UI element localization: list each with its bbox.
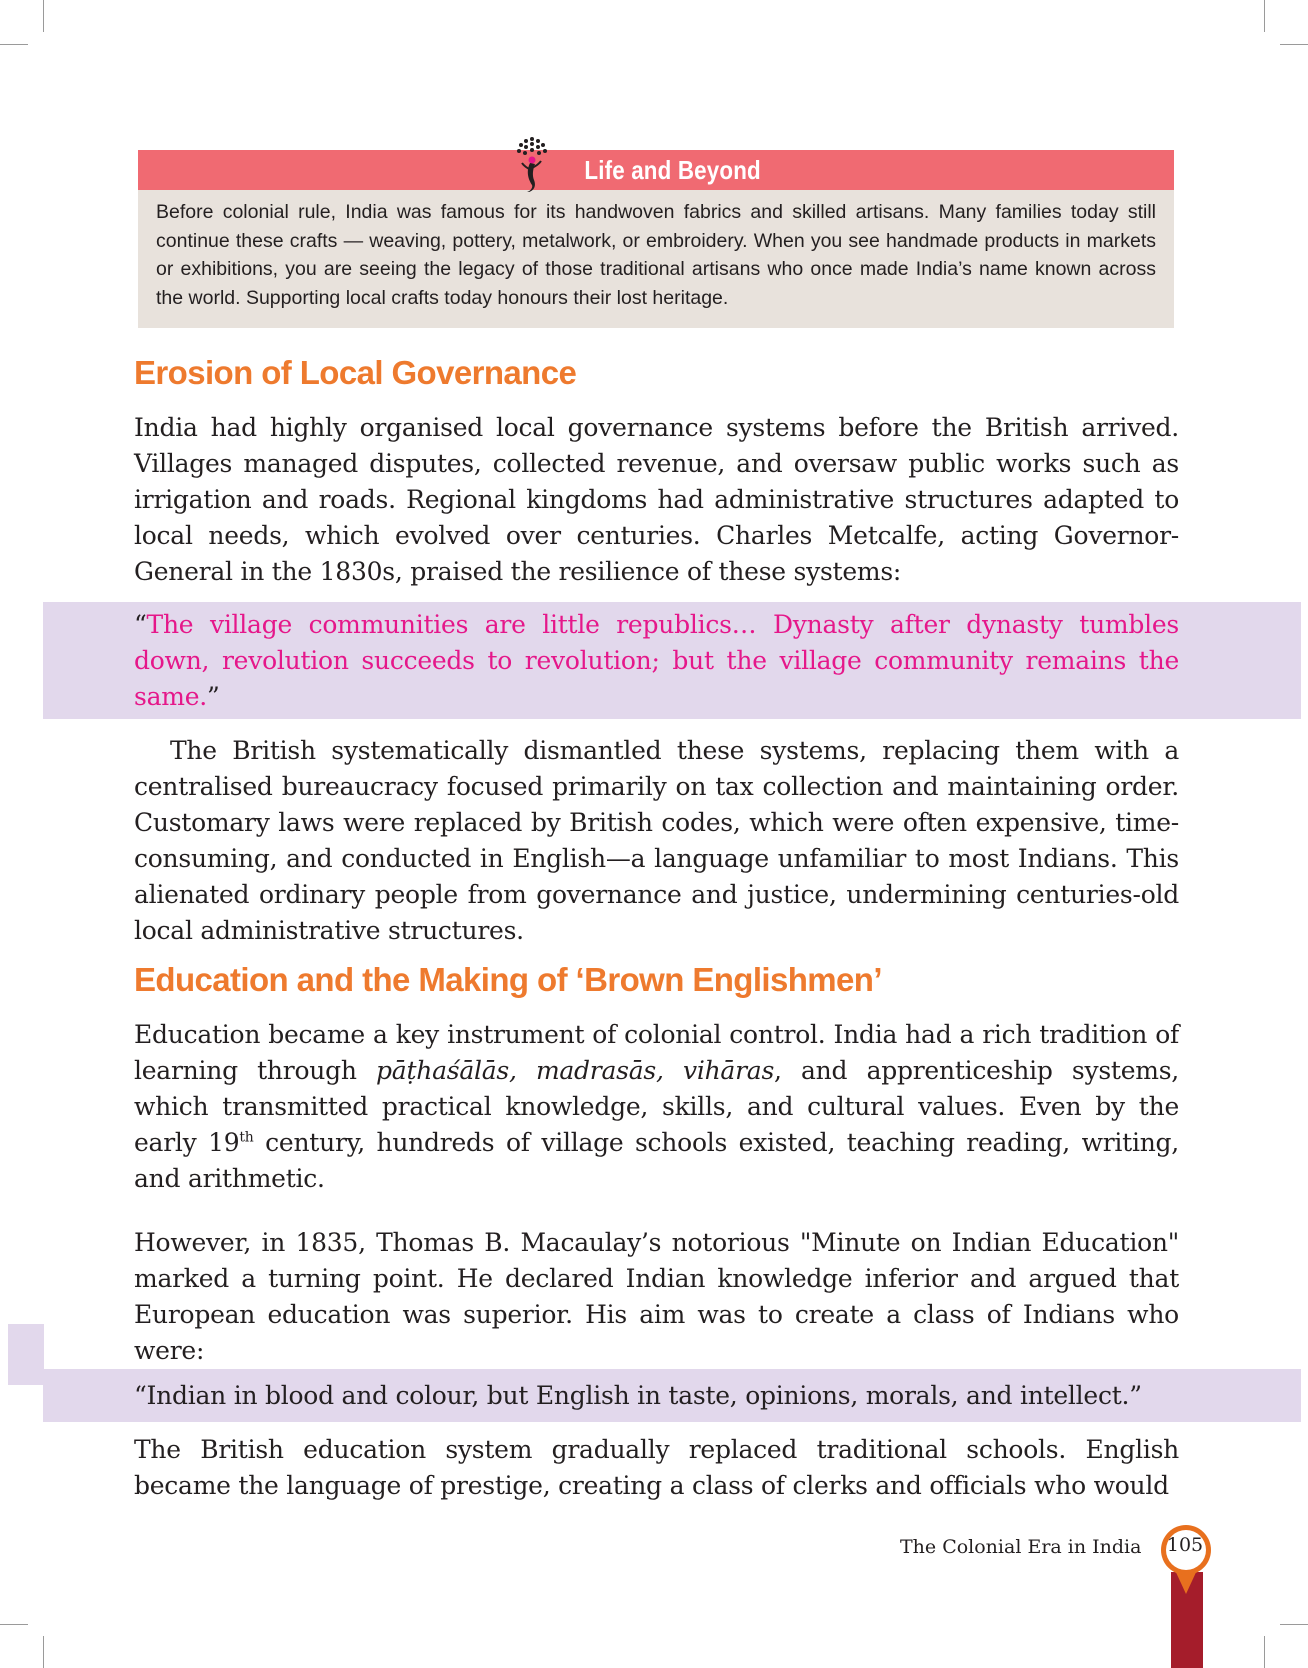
crop-mark [1280,1624,1308,1625]
paragraph-british-dismantling: The British systematically dismantled these systems, replacing them with a centralised bureaucracy focused primarily on tax collection and maintaining order. Customary laws were replaced by British codes, which were often expensive, time-consuming, and conducted in English—a language unfamiliar to most Indians. This alienated ordinary people from governance and justice, undermining centuries-old local administrative structures. [134,736,1179,945]
crop-mark [1280,44,1308,45]
paragraph-local-governance: India had highly organised local governance systems before the British arrived. Villages managed disputes, collected revenue, and oversaw public works such as irrigation and roads. Regional kingdoms had administrative structures adapted to local needs, which evolved over centuries. Charles Metcalfe, acting Governor-General in the 1830s, praised the resilience of these systems: [134,413,1179,586]
section-heading-local-governance: Erosion of Local Governance [134,354,577,391]
paragraph-education-tradition: Education became a key instrument of colonial control. India had a rich tradition of learning through pāṭhaśālās, madrasās, vihāras, and apprenticeship systems, which transmitted practical knowledge, skills, and cultural values. Even by the early 19th century, hundreds of village schools existed, teaching reading, writing, and arithmetic. [134,1020,1180,1193]
tree-figure-icon [512,135,552,193]
quote-metcalfe-text: The village communities are little republics… Dynasty after dynasty tumbles down, revolution succeeds to revolution; but the village community remains the same. [134,610,1179,711]
learning-institutions-terms: pāṭhaśālās, madrasās, vihāras [376,1056,775,1085]
section-heading-education: Education and the Making of ‘Brown Englishmen’ [134,961,882,998]
life-and-beyond-header [138,150,1174,190]
crop-mark [1264,0,1265,32]
crop-mark [0,1624,28,1625]
life-and-beyond-box [138,150,1174,328]
crop-mark [43,0,44,32]
page-number: 105 [1166,1534,1204,1556]
ordinal-suffix: th [239,1129,254,1146]
paragraph-macaulay-minute: However, in 1835, Thomas B. Macaulay’s notorious "Minute on Indian Education" marked a turning point. He declared Indian knowledge inferior and argued that European education was superior. His aim was to create a class of Indians who were: [134,1228,1179,1365]
life-and-beyond-title: Life and Beyond [584,154,762,185]
footer-book-title: The Colonial Era in India [900,1536,1142,1558]
quote-open-mark: “ [134,610,147,639]
crop-mark [43,1636,44,1668]
crop-mark [1264,1636,1265,1668]
quote-macaulay: “Indian in blood and colour, but English in taste, opinions, morals, and intellect.” [134,1381,1142,1410]
paragraph-british-education: The British education system gradually replaced traditional schools. English became the language of prestige, creating a class of clerks and officials who would [134,1435,1179,1500]
life-and-beyond-text: Before colonial rule, India was famous for its handwoven fabrics and skilled artisans. Many families today still continue these crafts — weaving, pottery, metalwork, or embroidery. When you see handmade products in markets or exhibitions, you are seeing the legacy of those traditional artisans who once made India’s name known across the world. Supporting local crafts today honours their lost heritage. [138,190,1174,328]
quote-metcalfe [134,607,1179,715]
crop-mark [0,44,28,45]
quote-close-mark: ” [206,682,220,711]
margin-tab-marker [8,1324,44,1385]
